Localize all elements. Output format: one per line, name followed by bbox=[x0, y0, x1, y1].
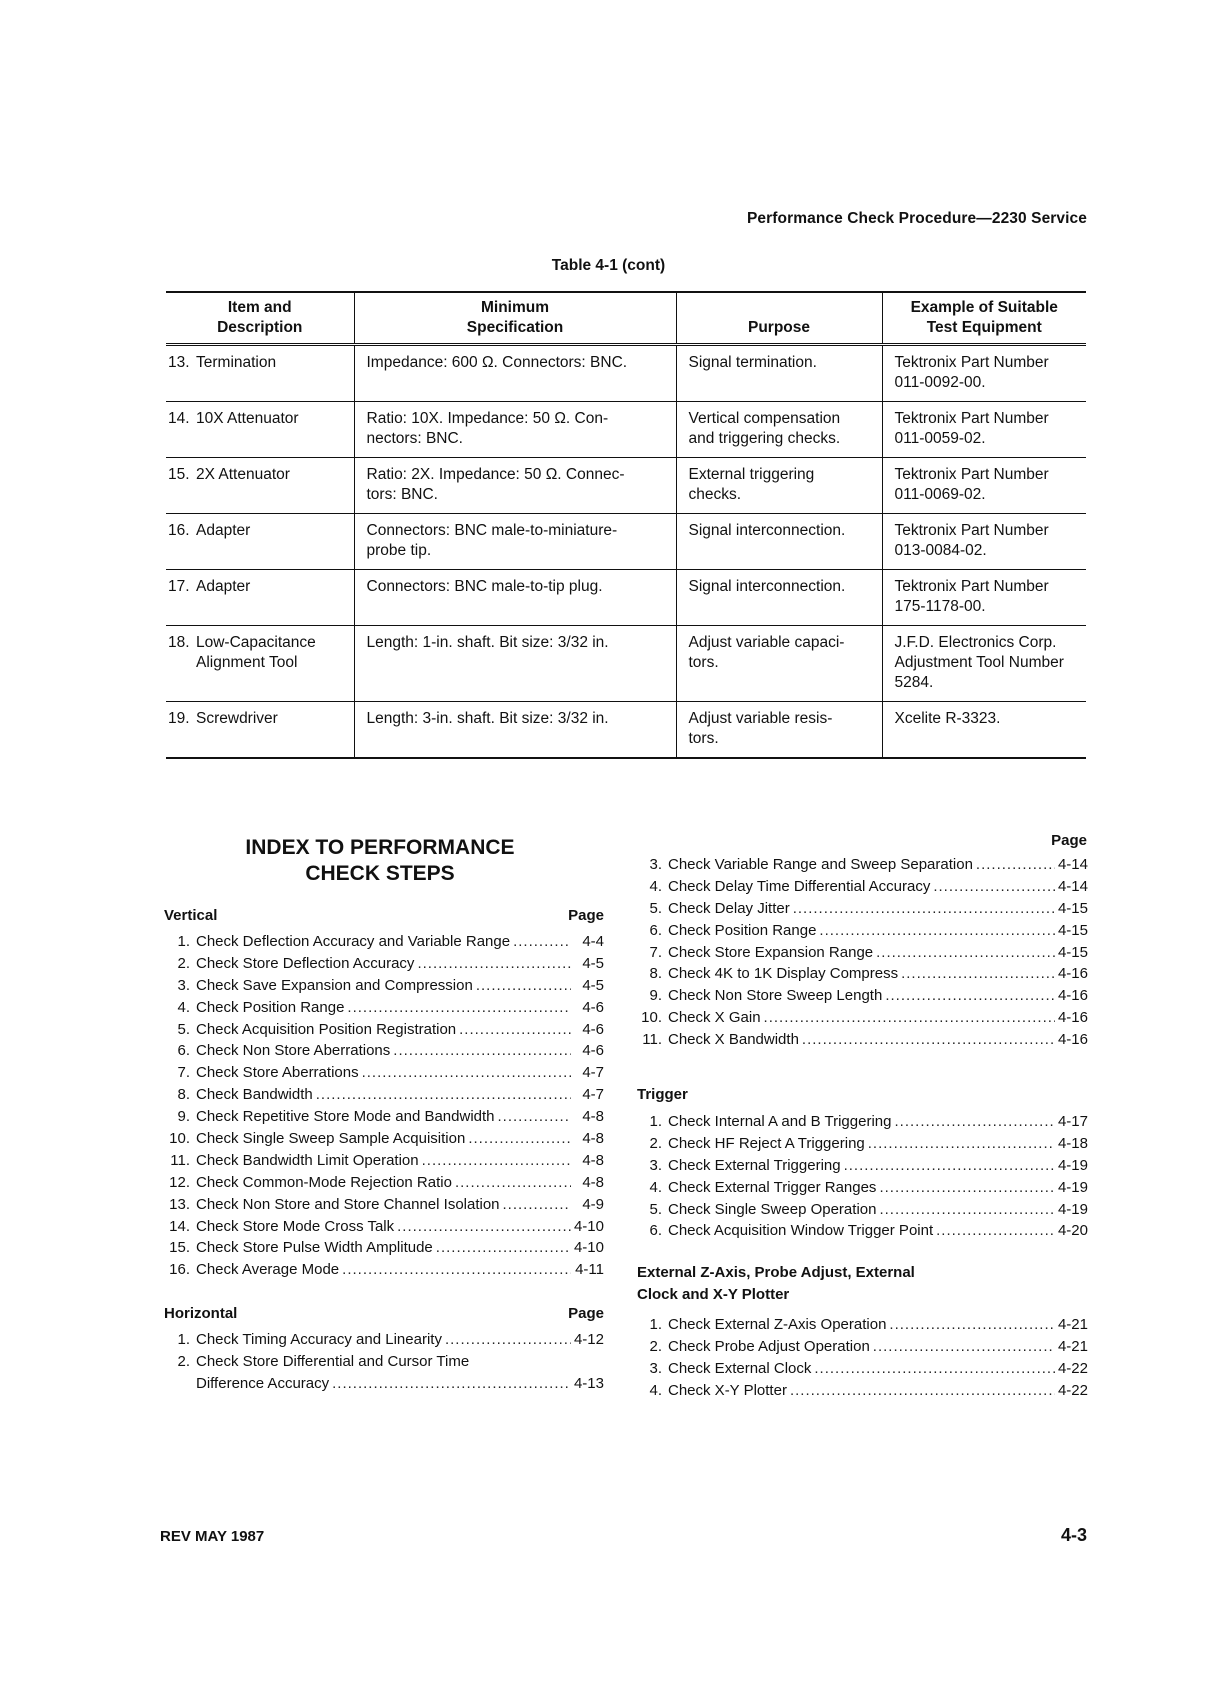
list-item: 4. Check Delay Time Differential Accuracy ..... 4-14 bbox=[632, 878, 1088, 900]
table-row bbox=[166, 702, 1086, 759]
equipment-cell: Tektronix Part Number 175-1178-00. bbox=[882, 570, 1086, 626]
list-item: 1. Check Timing Accuracy and Linearity ..... 4-12 bbox=[160, 1331, 604, 1353]
purpose-cell: External triggering checks. bbox=[676, 458, 882, 514]
list-item: 1. Check Internal A and B Triggering ..... 4-17 bbox=[632, 1113, 1088, 1135]
list-item: 11. Check X Bandwidth ..... 4-16 bbox=[632, 1031, 1088, 1053]
col-header-item: Item and Description bbox=[166, 292, 354, 345]
list-item: 3. Check External Clock ..... 4-22 bbox=[632, 1360, 1088, 1382]
list-item: 1. Check External Z-Axis Operation ..... 4-21 bbox=[632, 1316, 1088, 1338]
test-equipment-table bbox=[166, 291, 1086, 759]
list-item: 6. Check Position Range ..... 4-15 bbox=[632, 922, 1088, 944]
list-item: 10. Check X Gain ..... 4-16 bbox=[632, 1009, 1088, 1031]
list-item: 2. Check HF Reject A Triggering ..... 4-18 bbox=[632, 1135, 1088, 1157]
list-item: 16. Check Average Mode ..... 4-11 bbox=[160, 1261, 604, 1283]
horizontal-index-list-continued bbox=[632, 856, 1088, 1053]
spec-cell: Ratio: 2X. Impedance: 50 Ω. Connec- tors: BNC. bbox=[354, 458, 676, 514]
table-caption: Table 4-1 (cont) bbox=[551, 257, 666, 274]
table-row bbox=[166, 570, 1086, 626]
spec-cell: Length: 3-in. shaft. Bit size: 3/32 in. bbox=[354, 702, 676, 759]
purpose-cell: Vertical compensation and triggering checks. bbox=[676, 402, 882, 458]
index-title: INDEX TO PERFORMANCE CHECK STEPS bbox=[245, 836, 515, 885]
running-head: Performance Check Procedure—2230 Service bbox=[746, 210, 1087, 227]
table-row bbox=[166, 458, 1086, 514]
spec-cell: Ratio: 10X. Impedance: 50 Ω. Con- nectors: BNC. bbox=[354, 402, 676, 458]
item-cell: 16. Adapter bbox=[166, 514, 354, 570]
col-header-equipment: Example of Suitable Test Equipment bbox=[882, 292, 1086, 345]
equipment-cell: J.F.D. Electronics Corp. Adjustment Tool Number 5284. bbox=[882, 626, 1086, 702]
item-cell: 14. 10X Attenuator bbox=[166, 402, 354, 458]
list-item: 2. Check Store Differential and Cursor Time Difference Accuracy ..... 4-13 bbox=[160, 1353, 604, 1397]
col-header-purpose: Purpose bbox=[676, 292, 882, 345]
list-item: 5. Check Acquisition Position Registration ..... 4-6 bbox=[160, 1021, 604, 1043]
equipment-cell: Tektronix Part Number 011-0059-02. bbox=[882, 402, 1086, 458]
page-number: 4-3 bbox=[1060, 1525, 1087, 1545]
list-item: 3. Check Variable Range and Sweep Separation ..... 4-14 bbox=[632, 856, 1088, 878]
item-cell: 18. Low-Capacitance Alignment Tool bbox=[166, 626, 354, 702]
spec-cell: Impedance: 600 Ω. Connectors: BNC. bbox=[354, 345, 676, 402]
item-cell: 15. 2X Attenuator bbox=[166, 458, 354, 514]
list-item: 1. Check Deflection Accuracy and Variable Range ..... 4-4 bbox=[160, 933, 604, 955]
horizontal-index-list bbox=[160, 1331, 604, 1397]
list-item: 14. Check Store Mode Cross Talk ..... 4-10 bbox=[160, 1218, 604, 1240]
list-item: 9. Check Repetitive Store Mode and Bandwidth ..... 4-8 bbox=[160, 1108, 604, 1130]
purpose-cell: Adjust variable capaci- tors. bbox=[676, 626, 882, 702]
list-item: 3. Check Save Expansion and Compression ..... 4-5 bbox=[160, 977, 604, 999]
list-item: 5. Check Single Sweep Operation ..... 4-19 bbox=[632, 1201, 1088, 1223]
list-item: 4. Check X-Y Plotter ..... 4-22 bbox=[632, 1382, 1088, 1404]
purpose-cell: Signal interconnection. bbox=[676, 514, 882, 570]
table-row bbox=[166, 514, 1086, 570]
section-heading-external: External Z-Axis, Probe Adjust, External Clock and X-Y Plotter bbox=[637, 1264, 915, 1303]
spec-cell: Connectors: BNC male-to-tip plug. bbox=[354, 570, 676, 626]
list-item: 7. Check Store Expansion Range ..... 4-15 bbox=[632, 944, 1088, 966]
list-item: 2. Check Probe Adjust Operation ..... 4-21 bbox=[632, 1338, 1088, 1360]
col-header-specification: Minimum Specification bbox=[354, 292, 676, 345]
item-cell: 19. Screwdriver bbox=[166, 702, 354, 759]
spec-cell: Connectors: BNC male-to-miniature- probe tip. bbox=[354, 514, 676, 570]
equipment-cell: Tektronix Part Number 011-0092-00. bbox=[882, 345, 1086, 402]
purpose-cell: Adjust variable resis- tors. bbox=[676, 702, 882, 759]
list-item: 3. Check External Triggering ..... 4-19 bbox=[632, 1157, 1088, 1179]
page-column-label: Page bbox=[1051, 832, 1087, 849]
list-item: 13. Check Non Store and Store Channel Isolation ..... 4-9 bbox=[160, 1196, 604, 1218]
item-cell: 17. Adapter bbox=[166, 570, 354, 626]
purpose-cell: Signal interconnection. bbox=[676, 570, 882, 626]
list-item: 6. Check Acquisition Window Trigger Point ..... 4-20 bbox=[632, 1222, 1088, 1244]
trigger-index-list bbox=[632, 1113, 1088, 1244]
list-item: 12. Check Common-Mode Rejection Ratio ..... 4-8 bbox=[160, 1174, 604, 1196]
list-item: 8. Check Bandwidth ..... 4-7 bbox=[160, 1086, 604, 1108]
equipment-cell: Xcelite R-3323. bbox=[882, 702, 1086, 759]
section-heading-horizontal: Horizontal Page bbox=[164, 1305, 604, 1322]
table-row bbox=[166, 626, 1086, 702]
list-item: 6. Check Non Store Aberrations ..... 4-6 bbox=[160, 1042, 604, 1064]
list-item: 4. Check Position Range ..... 4-6 bbox=[160, 999, 604, 1021]
equipment-cell: Tektronix Part Number 011-0069-02. bbox=[882, 458, 1086, 514]
table-header-row bbox=[166, 292, 1086, 345]
list-item: 9. Check Non Store Sweep Length ..... 4-16 bbox=[632, 987, 1088, 1009]
equipment-cell: Tektronix Part Number 013-0084-02. bbox=[882, 514, 1086, 570]
list-item: 5. Check Delay Jitter ..... 4-15 bbox=[632, 900, 1088, 922]
list-item: 2. Check Store Deflection Accuracy ..... 4-5 bbox=[160, 955, 604, 977]
external-index-list bbox=[632, 1316, 1088, 1404]
table-row bbox=[166, 402, 1086, 458]
section-heading-trigger: Trigger bbox=[637, 1086, 688, 1103]
table-row bbox=[166, 345, 1086, 402]
revision-date: REV MAY 1987 bbox=[160, 1528, 265, 1545]
list-item: 11. Check Bandwidth Limit Operation ..... 4-8 bbox=[160, 1152, 604, 1174]
item-cell: 13. Termination bbox=[166, 345, 354, 402]
list-item: 10. Check Single Sweep Sample Acquisition ..... 4-8 bbox=[160, 1130, 604, 1152]
spec-cell: Length: 1-in. shaft. Bit size: 3/32 in. bbox=[354, 626, 676, 702]
vertical-index-list bbox=[160, 933, 604, 1283]
list-item: 8. Check 4K to 1K Display Compress ..... 4-16 bbox=[632, 965, 1088, 987]
list-item: 7. Check Store Aberrations ..... 4-7 bbox=[160, 1064, 604, 1086]
list-item: 4. Check External Trigger Ranges ..... 4-19 bbox=[632, 1179, 1088, 1201]
purpose-cell: Signal termination. bbox=[676, 345, 882, 402]
section-heading-vertical: Vertical Page bbox=[164, 907, 604, 924]
list-item: 15. Check Store Pulse Width Amplitude ..... 4-10 bbox=[160, 1239, 604, 1261]
